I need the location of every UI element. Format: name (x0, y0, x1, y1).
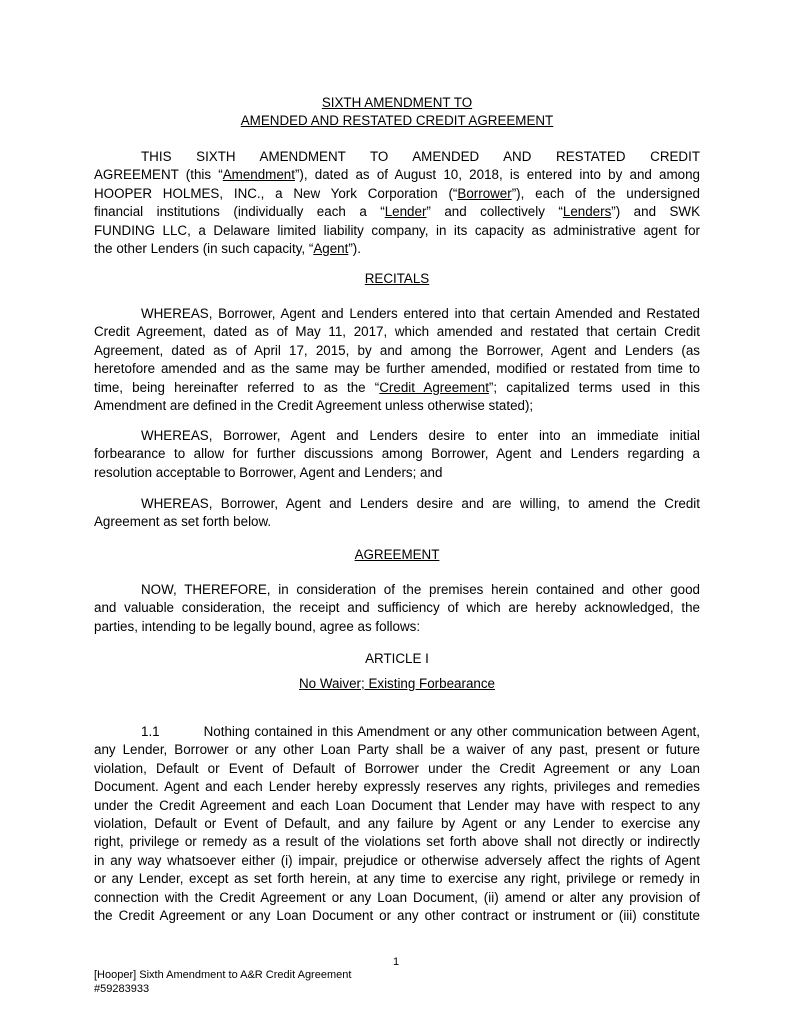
title-line-1: SIXTH AMENDMENT TO (321, 95, 473, 110)
term-borrower: Borrower (457, 185, 512, 201)
agreement-paragraph: NOW, THEREFORE, in consideration of the premises herein contained and other good and valuable consideration, the receipt and sufficiency of which are hereby acknowledged, the parties, intending to be legally bound, agree as follows: (94, 582, 700, 634)
recital-paragraph-1: WHEREAS, Borrower, Agent and Lenders entered into that certain Amended and Restated Credit Agreement, dated as of May 11, 2017, which amended and restated that certain Credit Agreement, dated as of April 17, 2015, by and among the Borrower, Agent and Lenders (as heretofore amended and as the same may be further amended, modified or restated from time to time, being hereinafter referred to as the “Credit Agreement”; capitalized terms used in this Amendment are defined in the Credit Agreement unless otherwise stated); (94, 306, 700, 413)
page-number: 1 (393, 956, 400, 968)
footer (94, 968, 351, 996)
section-1-1: 1.1 Nothing contained in this Amendment or any other communication between Agent, any Lender, Borrower or any other Loan Party shall be a waiver of any past, present or future violation, Default or Event of Default of Borrower under the Credit Agreement or any Loan Document. Agent and each Lender hereby expressly reserves any rights, privileges and remedies under the Credit Agreement and each Loan Document that Lender may have with respect to any violation, Default or Event of Default, and any failure by Agent or any Lender to exercise any right, privilege or remedy as a result of the violations set forth above shall not directly or indirectly in any way whatsoever either (i) impair, prejudice or otherwise adversely affect the rights of Agent or any Lender, except as set forth herein, at any time to exercise any right, privilege or remedy in connection with the Credit Agreement or any Loan Document, (ii) amend or alter any provision of the Credit Agreement or any Loan Document or any other contract or instrument or (iii) constitute (94, 724, 700, 923)
term-amendment: Amendment (222, 167, 295, 183)
intro-paragraph: THIS SIXTH AMENDMENT TO AMENDED AND RESTATED CREDIT AGREEMENT (this “Amendment”), dated as of August 10, 2018, is entered into by and among HOOPER HOLMES, INC., a New York Corporation (“Borrower”), each of the undersigned financial institutions (individually each a “Lender” and collectively “Lenders”) and SWK FUNDING LLC, a Delaware limited liability company, in its capacity as administrative agent for the other Lenders (in such capacity, “Agent”). (94, 149, 701, 256)
recitals-heading: RECITALS (364, 271, 430, 286)
term-agent: Agent (313, 240, 349, 256)
article-subheading: No Waiver; Existing Forbearance (299, 676, 495, 691)
section-number: 1.1 (141, 724, 160, 739)
article-heading: ARTICLE I (365, 651, 429, 666)
agreement-heading: AGREEMENT (354, 547, 440, 562)
term-credit-agreement: Credit Agreement (379, 379, 489, 395)
recital-paragraph-3: WHEREAS, Borrower, Agent and Lenders desire and are willing, to amend the Credit Agreement as set forth below. (94, 496, 700, 530)
recital-paragraph-2: WHEREAS, Borrower, Agent and Lenders desire to enter into an immediate initial forbearance to allow for further discussions among Borrower, Agent and Lenders regarding a resolution acceptable to Borrower, Agent and Lenders; and (94, 428, 700, 480)
term-lenders: Lenders (562, 204, 612, 220)
title-line-2: AMENDED AND RESTATED CREDIT AGREEMENT (240, 113, 554, 128)
footer-doc-id: #59283933 (94, 983, 150, 995)
footer-title: [Hooper] Sixth Amendment to A&R Credit Agreement (94, 969, 352, 981)
term-lender: Lender (384, 204, 427, 220)
